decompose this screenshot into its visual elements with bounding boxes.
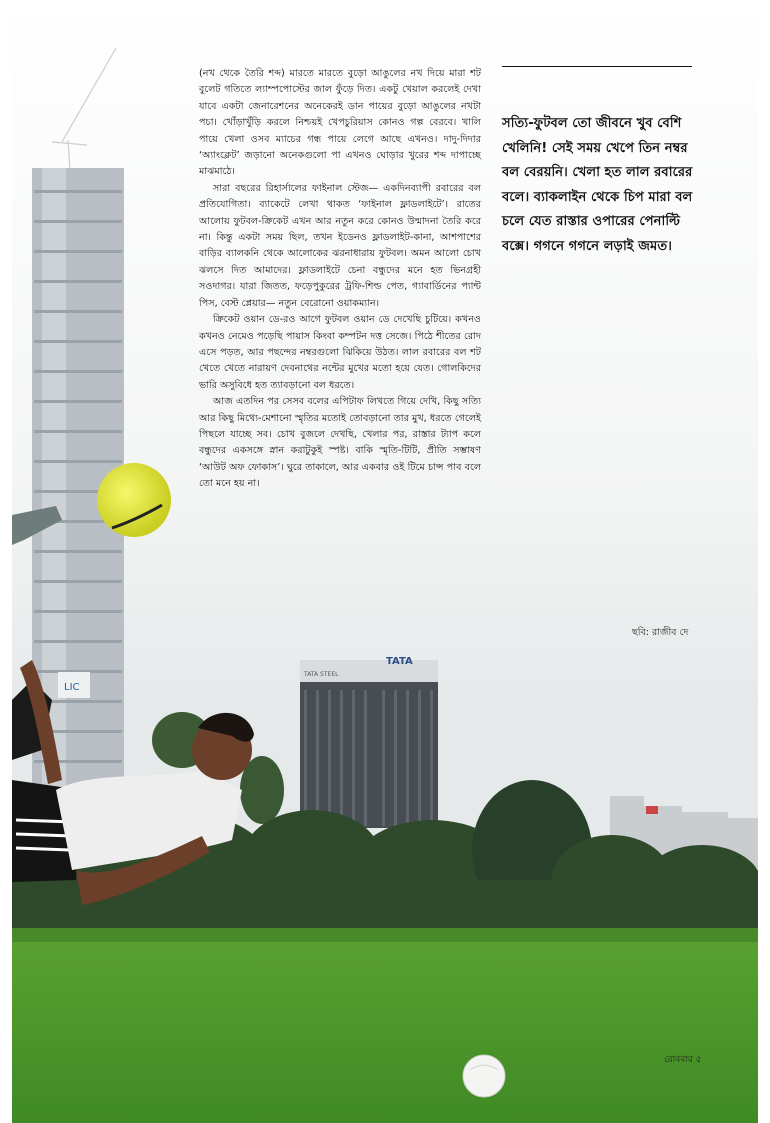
tata-steel-sign: TATA STEEL [304,671,339,678]
pull-quote-rule [502,66,692,67]
article-paragraph: (নখ থেকে তৈরি শব্দ) মারতে মারতে বুড়ো আঙুলের নখ দিয়ে মারা শট বুলেট গতিতে ল্যাম্পপোস্টের জাল ফুঁড়ে দিত। একটু খেয়াল করলেই দেখা যাবে একটা জেনারেশনের অনেকেরই ডান পায়ের বুড়ো আঙুলের নখটা পচা। খোঁড়াখুঁড়ি করলে নিশ্চয়ই খেপচুরিয়াস কোনও গল্প বেরবে। খালি পায়ে খেলা ওসব ম্যাচের গন্ধ পায়ে লেগে আছে এখনও। দাদু-দিদার ‘অ্যাংক্লেট’ জড়ানো অনেকগুলো পা এখনও ঘোড়ার খুরের শব্দ দাপাচ্ছে মাঝমাঠে। [199,68,481,178]
grass-field [12,928,758,1123]
flying-ball [97,463,171,537]
pull-quote: সত্যি-ফুটবল তো জীবনে খুব বেশি খেলিনি! সেই সময় খেপে তিন নম্বর বল বেরয়নি। খেলা হত লাল রবারের বলে। ব্যাকলাইন থেকে চিপ মারা বল চলে যেত রাস্তার ওপারের পেনাল্টি বক্সে। গগনে গগনে লড়াই জমত। [502,116,693,254]
article-paragraph: সারা বছরের রিহার্সালের ফাইনাল স্টেজ— একদিনব্যাপী রবারের বল প্রতিযোগিতা। ব্যাকেটে লেখা থাকত ‘ফাইনাল ফ্লাডলাইটে’। রাতের আলোয় ফুটবল-ক্রিকেট এখন আর নতুন করে কোনও উন্মাদনা তৈরি করে না। কিন্তু একটা সময় ছিল, তখন ইডেনও ফ্লাডলাইট-কানা, আশপাশের বাড়ির ব্যালকনি থেকে আলোকের ঝরনাধারায় ফুটবল। অমন আলো চোখ ঝলসে দিত আমাদের। ফ্লাডলাইটে চেনা বন্ধুদের মনে হত ভিনগ্রহী সওদাগর। যারা জিতত, ফড়েপুকুরের ট্রফি-শিল্ড পেত, গ্যাবার্ডিনের প্যান্ট পিস, বেস্ট প্লেয়ার— নতুন বেরোনো ওয়াকম্যান। [199,182,481,309]
article-paragraph: আজ এতদিন পর সেসব বলের এপিটাফ লিখতে গিয়ে দেখি, কিছু সত্যি আর কিছু মিথ্যে-মেশানো স্মৃতির মতোই তোবড়ানো তার মুখ, ধরতে গেলেই পিছলে যাচ্ছে সব। চোখ বুজলে দেখছি, খেলার পর, রাস্তার ট্যাপ কলে বন্ধুদের একসঙ্গে স্নান করাটুকুই স্পষ্ট। বাকি স্মৃতি-টিটি, প্রীতি সম্ভাষণ ‘আউট অফ ফোকাস’। ঘুরে তাকালে, আর একবার ওই টিমে চান্স পাব বলে তো মনে হয় না। [199,396,481,490]
ground-ball [463,1055,505,1097]
article-body [199,66,481,493]
photo-credit: ছবি: রাজীব দে [632,627,689,638]
page-folio: রোববার ৫ [664,1055,702,1065]
lic-sign: LIC [64,682,80,693]
tata-building [300,656,438,828]
article-paragraph: ক্রিকেট ওয়ান ডে-রও আগে ফুটবল ওয়ান ডে দেখেছি চুটিয়ে। কখনও কখনও নেমেও পড়েছি পায়াস কিংবা কম্পটন দত্ত সেজে। পিঠে শীতের রোদ এসে পড়ত, আর পছন্দের নম্বরগুলো ঝিকিয়ে উঠত। লাল রবারের বল শট খেতে খেতে নারায়ণ দেবনাথের নন্টের মুখের মতো হয়ে যেত। গোলকিদের ভারি অসুবিধে হত ত্যাবড়ানো বল ধরতে। [199,314,481,391]
field-shadow [12,928,758,942]
tata-sign: TATA [386,656,413,667]
